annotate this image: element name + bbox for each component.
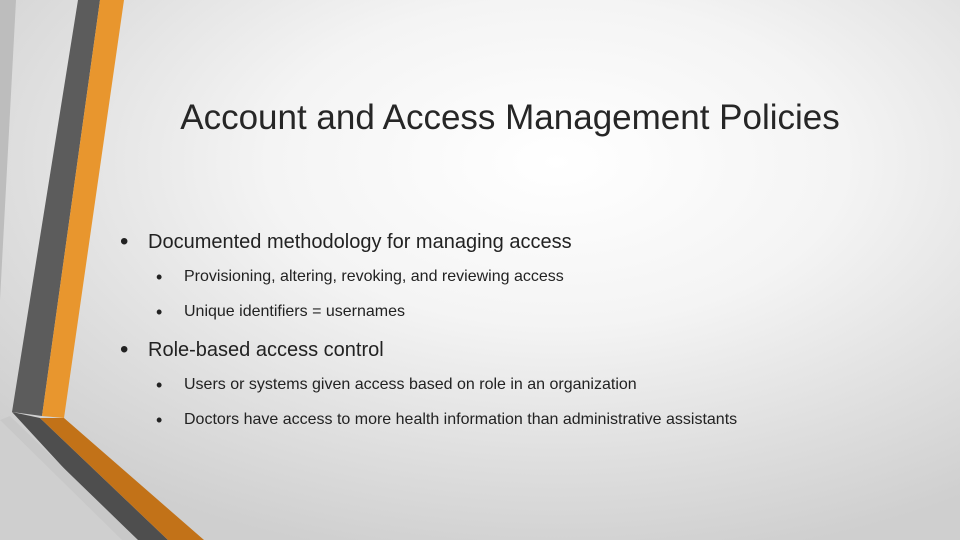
bullet-level2 bbox=[120, 299, 920, 325]
bullet-text: Doctors have access to more health information than administrative assistants bbox=[184, 411, 738, 428]
slide-title: Account and Access Management Policies bbox=[180, 98, 840, 137]
bullet-icon: • bbox=[156, 375, 163, 395]
bullet-level2 bbox=[120, 264, 920, 290]
bullet-text: Users or systems given access based on role in an organization bbox=[184, 376, 637, 393]
bullet-icon: • bbox=[156, 302, 163, 322]
bullet-icon: • bbox=[156, 410, 163, 430]
bullet-icon: • bbox=[156, 267, 163, 287]
bullet-text: Documented methodology for managing access bbox=[148, 231, 572, 253]
bullet-icon: • bbox=[120, 228, 129, 255]
bullet-text: Unique identifiers = usernames bbox=[184, 303, 406, 320]
sub-bullet-list bbox=[120, 372, 920, 433]
bullet-icon: • bbox=[120, 336, 129, 363]
sub-bullet-list bbox=[120, 264, 920, 325]
bullet-level2 bbox=[120, 407, 920, 433]
bullet-level1 bbox=[120, 226, 920, 258]
bullet-level2 bbox=[120, 372, 920, 398]
bullet-text: Role-based access control bbox=[148, 339, 384, 361]
bullet-level1 bbox=[120, 334, 920, 366]
bullet-text: Provisioning, altering, revoking, and reviewing access bbox=[184, 268, 564, 285]
slide-body bbox=[120, 226, 920, 442]
stripe-light-gray-left bbox=[0, 0, 16, 300]
